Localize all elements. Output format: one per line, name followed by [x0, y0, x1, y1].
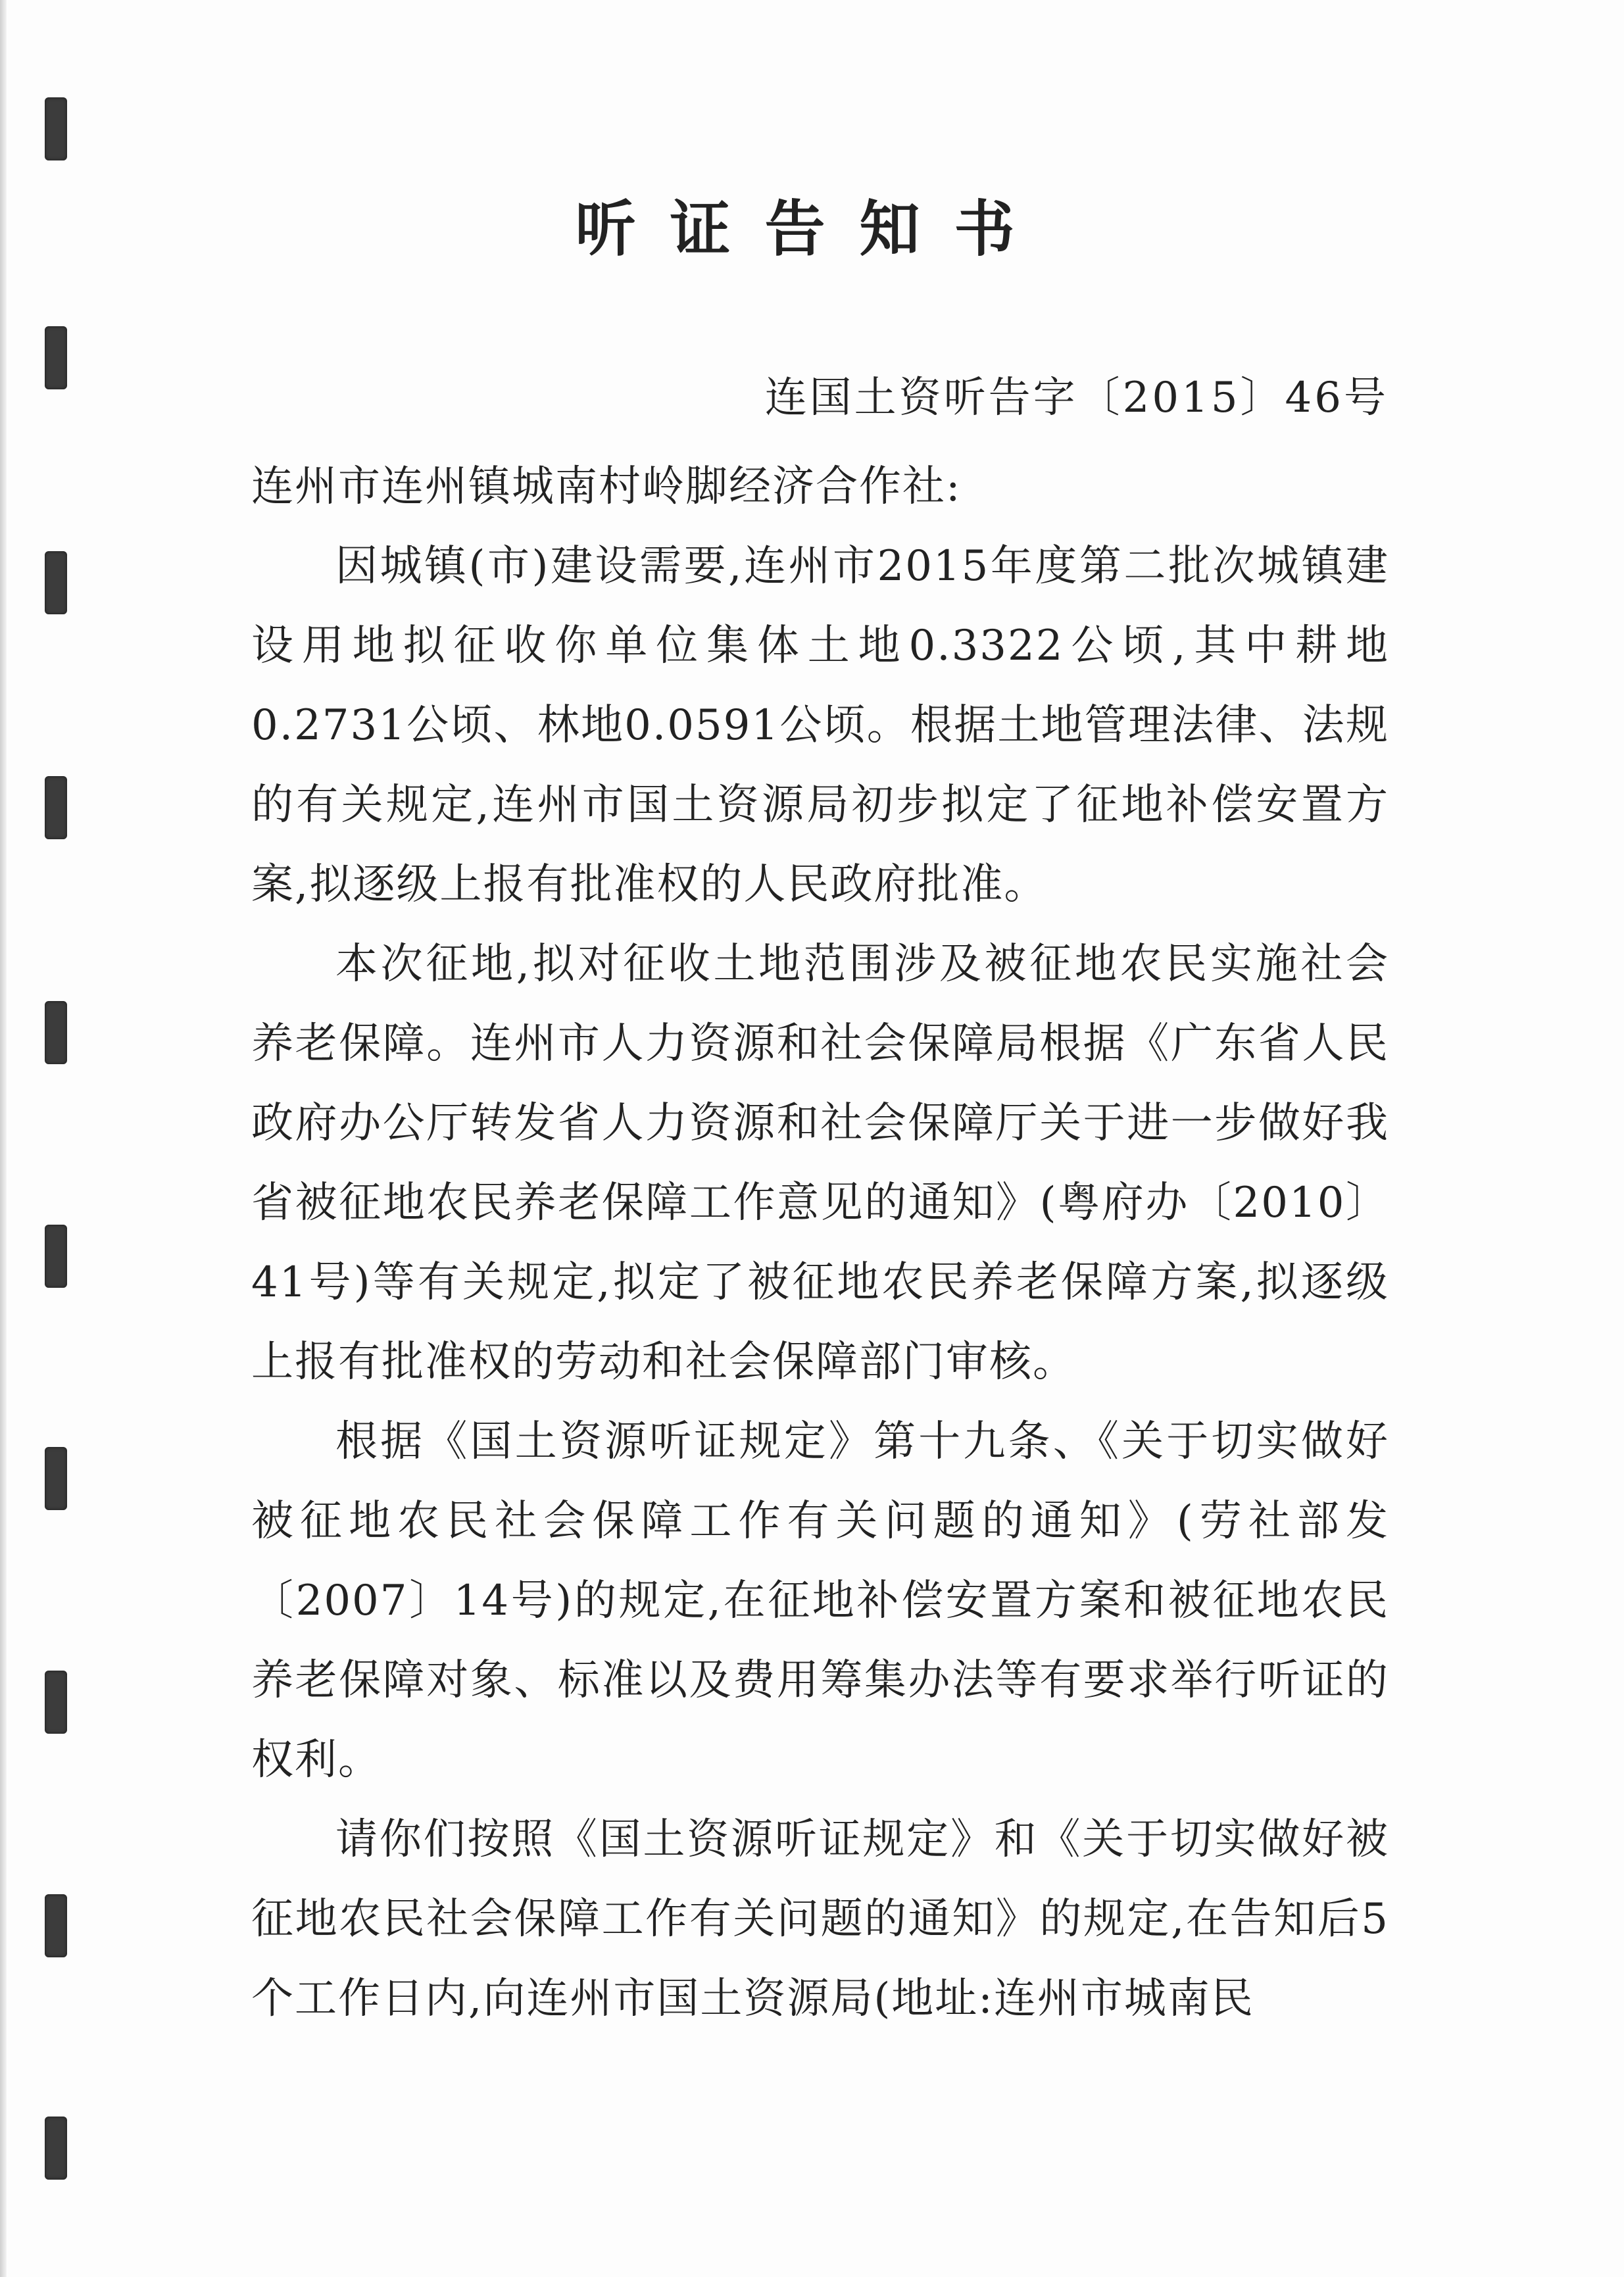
binding-hole: [45, 326, 67, 389]
binding-hole: [45, 1894, 67, 1957]
document-title: 听证告知书: [575, 193, 1049, 264]
binding-hole: [45, 1001, 67, 1064]
binding-hole: [45, 1671, 67, 1734]
binding-hole: [45, 2117, 67, 2180]
body-paragraph: 本次征地,拟对征收土地范围涉及被征地农民实施社会养老保障。连州市人力资源和社会保障局根据《广东省人民政府办公厅转发省人力资源和社会保障厅关于进一步做好我省被征地农民养老保障工作意见的通知》(粤府办〔2010〕41号)等有关规定,拟定了被征地农民养老保障方案,拟逐级上报有批准权的劳动和社会保障部门审核。: [251, 940, 1389, 1386]
body-paragraph: 请你们按照《国土资源听证规定》和《关于切实做好被征地农民社会保障工作有关问题的通知》的规定,在告知后5个工作日内,向连州市国土资源局(地址:连州市城南民: [251, 1815, 1389, 2023]
addressee: 连州市连州镇城南村岭脚经济合作社:: [251, 462, 962, 511]
binding-hole: [45, 551, 67, 614]
document-number: 连国土资听告字〔2015〕46号: [764, 374, 1389, 422]
body-paragraph: 根据《国土资源听证规定》第十九条、《关于切实做好被征地农民社会保障工作有关问题的通知》(劳社部发〔2007〕14号)的规定,在征地补偿安置方案和被征地农民养老保障对象、标准以及费用筹集办法等有要求举行听证的权利。: [251, 1417, 1389, 1784]
document-body: [251, 447, 1389, 2039]
binding-hole: [45, 776, 67, 839]
page-left-edge: [0, 0, 7, 2277]
binding-hole: [45, 1225, 67, 1288]
binding-hole: [45, 97, 67, 160]
binding-hole: [45, 1447, 67, 1510]
body-paragraph: 因城镇(市)建设需要,连州市2015年度第二批次城镇建设用地拟征收你单位集体土地0.3322公顷,其中耕地0.2731公顷、林地0.0591公顷。根据土地管理法律、法规的有关规定,连州市国土资源局初步拟定了征地补偿安置方案,拟逐级上报有批准权的人民政府批准。: [251, 542, 1389, 909]
